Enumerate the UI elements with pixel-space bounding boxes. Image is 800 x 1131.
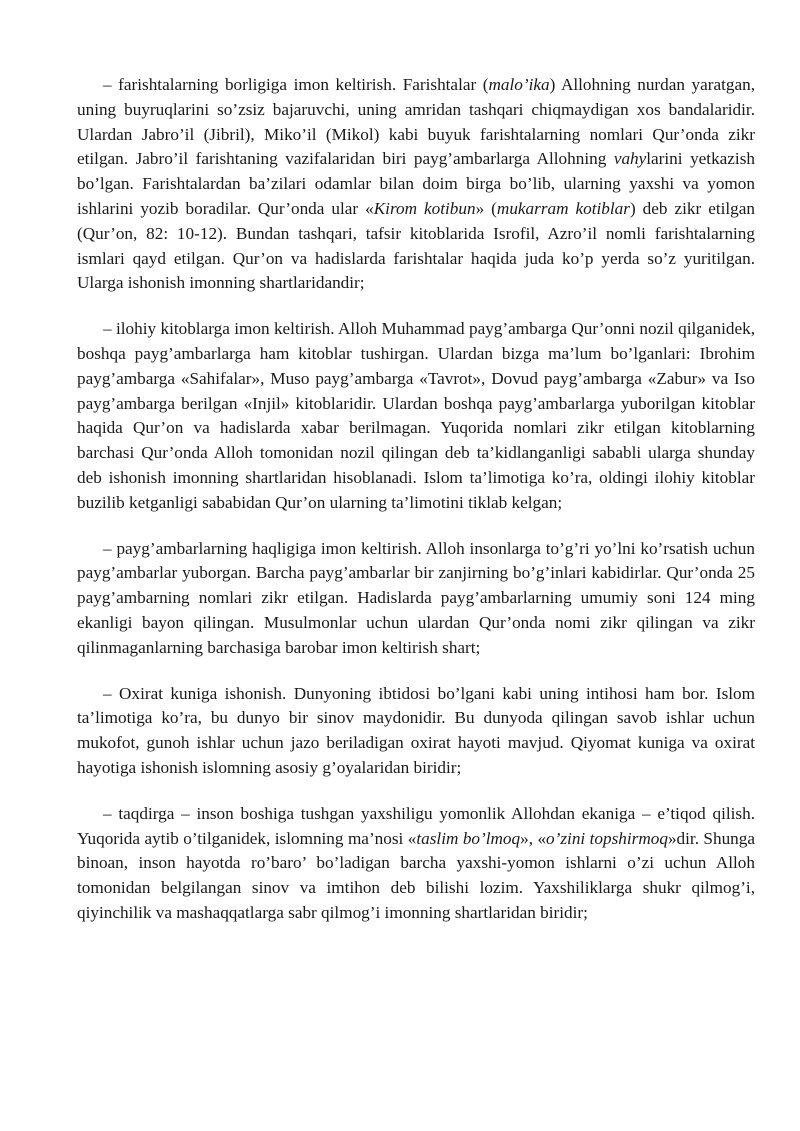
text-segment: »dir. Shunga binoan, inson hayotda ro’baro’ bo’ladigan barcha yaxshi-yomon ishlarni o’zi uchun Alloh tomonidan belgilangan sinov va imtihon deb bilishi lozim. Yaxshiliklarga shukr qilmog’i, qiyinchilik va mashaqqatlarga sabr qilmog’i imonning shartlaridan biridir;: [77, 828, 755, 922]
text-segment: ) Allohning nurdan yaratgan, uning buyruqlarini so’zsiz bajaruvchi, uning amridan tashqari chiqmaydigan xos bandalaridir. Ulardan Jabro’il (Jibril), Miko’il (Mikol) kabi buyuk farishtalarning nomlari Qur’onda zikr etilgan. Jabro’il farishtaning vazifalaridan biri payg’ambarlarga Allohning: [77, 75, 755, 169]
text-segment: larini yetkazish bo’lgan. Farishtalardan ba’zilari odamlar bilan doim birga bo’lib, ularning yaxshi va yomon ishlarini yozib boradilar. Qur’onda ular «: [77, 149, 755, 218]
text-segment: », «: [520, 828, 547, 848]
text-segment: – Oxirat kuniga ishonish. Dunyoning ibtidosi bo’lgani kabi uning intihosi ham bor. Islom ta’limotiga ko’ra, bu dunyo bir sinov maydonidir. Bu dunyoda qilingan savob ishlar uchun mukofot, gunoh ishlar uchun jazo beriladigan oxirat hayoti mavjud. Qiyomat kuniga va oxirat hayotiga ishonish islomning asosiy g’oyalaridan biridir;: [77, 683, 755, 777]
italic-term: Kirom kotibun: [373, 198, 476, 218]
paragraph-angels: [77, 73, 755, 296]
text-segment: – taqdirga – inson boshiga tushgan yaxshiligu yomonlik Allohdan ekaniga – e’tiqod qilish. Yuqorida aytib o’tilganidek, islomning ma’nosi «: [77, 803, 755, 848]
document-body: [77, 73, 755, 947]
italic-term: vahy: [613, 149, 647, 169]
italic-term: o’zini topshirmoq: [546, 828, 668, 848]
italic-term: taslim bo’lmoq: [416, 828, 521, 848]
paragraph-prophets: [77, 537, 755, 661]
text-segment: ) deb zikr etilgan (Qur’on, 82: 10-12). Bundan tashqari, tafsir kitoblarida Isrofil, Azro’il nomli farishtalarning ismlari qayd etilgan. Qur’on va hadislarda farishtalar haqida juda ko’p yerda so’z yuritilgan. Ularga ishonish imonning shartlaridandir;: [77, 198, 755, 293]
text-segment: – farishtalarning borligiga imon keltirish. Farishtalar (: [103, 75, 489, 94]
italic-term: mukarram kotiblar: [496, 198, 630, 218]
text-segment: » (: [475, 198, 497, 218]
text-segment: – ilohiy kitoblarga imon keltirish. Alloh Muhammad payg’ambarga Qur’onni nozil qilganidek, boshqa payg’ambarlarga ham kitoblar tushirgan. Ulardan bizga ma’lum bo’lganlari: Ibrohim payg’ambarga «Sahifalar», Muso payg’ambarga «Tavrot», Dovud payg’ambarga «Zabur» va Iso payg’ambarga berilgan «Injil» kitoblaridir. Ulardan boshqa payg’ambarlarga yuborilgan kitoblar haqida Qur’on va hadislarda xabar berilmagan. Yuqorida nomlari zikr etilgan kitoblarning barchasi Qur’onda Alloh tomonidan nozil qilingan deb ta’kidlanganligi sababli ularga shunday deb ishonish imonning shartlaridan hisoblanadi. Islom ta’limotiga ko’ra, oldingi ilohiy kitoblar buzilib ketganligi sababidan Qur’on ularning ta’limotini tiklab kelgan;: [77, 319, 755, 512]
text-segment: – payg’ambarlarning haqligiga imon keltirish. Alloh insonlarga to’g’ri yo’lni ko’rsatish uchun payg’ambarlar yuborgan. Barcha payg’ambarlar bir zanjirning bo’g’inlari kabidirlar. Qur’onda 25 payg’ambarning nomlari zikr etilgan. Hadislarda payg’ambarlarning umumiy soni 124 ming ekanligi bayon qilingan. Musulmonlar uchun ulardan Qur’onda nomi zikr qilingan va zikr qilinmaganlarning barchasiga barobar imon keltirish shart;: [77, 538, 755, 657]
italic-term: malo’ika: [488, 75, 550, 94]
paragraph-books: [77, 317, 755, 515]
paragraph-destiny: [77, 802, 755, 926]
paragraph-hereafter: [77, 682, 755, 781]
